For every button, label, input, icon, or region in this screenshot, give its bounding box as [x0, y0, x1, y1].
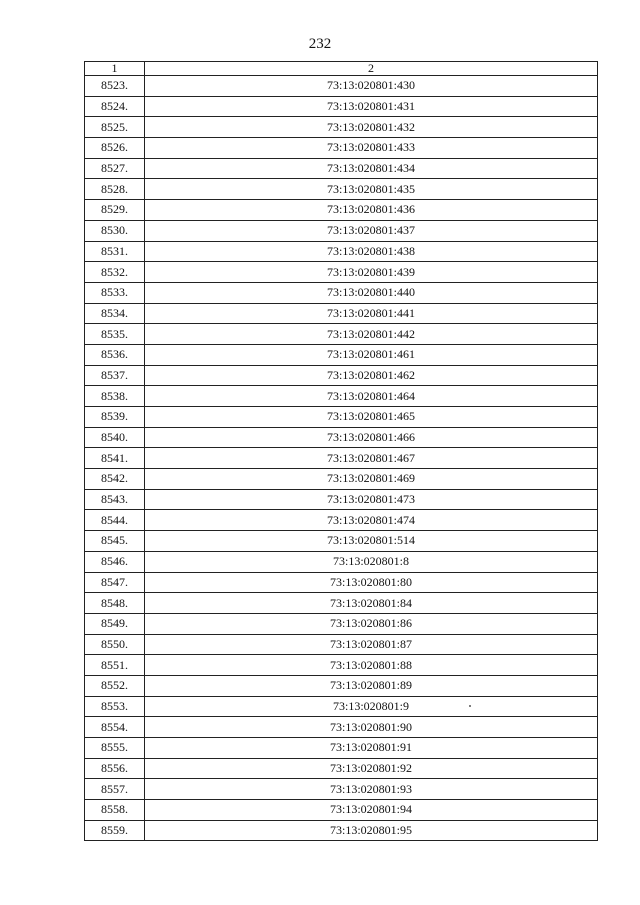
cadastral-number-cell: 73:13:020801:465	[145, 407, 598, 428]
column-header-cadastral-number: 2	[145, 62, 598, 76]
row-number-cell: 8547.	[85, 572, 145, 593]
cadastral-number-cell: 73:13:020801:430	[145, 76, 598, 97]
row-number-cell: 8552.	[85, 675, 145, 696]
table-row	[85, 572, 598, 593]
cadastral-number-cell: 73:13:020801:94	[145, 800, 598, 821]
row-number-cell: 8526.	[85, 138, 145, 159]
row-number-cell: 8523.	[85, 76, 145, 97]
cadastral-number-cell: 73:13:020801:80	[145, 572, 598, 593]
row-number-cell: 8524.	[85, 96, 145, 117]
cadastral-number-cell: 73:13:020801:441	[145, 303, 598, 324]
row-number-cell: 8550.	[85, 634, 145, 655]
registry-table	[84, 61, 598, 841]
table-row	[85, 303, 598, 324]
cadastral-number-cell: 73:13:020801:92	[145, 758, 598, 779]
row-number-cell: 8556.	[85, 758, 145, 779]
table-row	[85, 551, 598, 572]
table-row	[85, 96, 598, 117]
cadastral-number-cell: 73:13:020801:433	[145, 138, 598, 159]
table-row	[85, 820, 598, 841]
table-row	[85, 138, 598, 159]
table-row	[85, 427, 598, 448]
row-number-cell: 8539.	[85, 407, 145, 428]
table-row	[85, 489, 598, 510]
row-number-cell: 8543.	[85, 489, 145, 510]
row-number-cell: 8536.	[85, 344, 145, 365]
row-number-cell: 8528.	[85, 179, 145, 200]
table-row	[85, 613, 598, 634]
table-row	[85, 220, 598, 241]
table-row	[85, 386, 598, 407]
page-number: 232	[308, 36, 332, 52]
row-number-cell: 8553.	[85, 696, 145, 717]
cadastral-number-cell: 73:13:020801:469	[145, 469, 598, 490]
header-row	[85, 62, 598, 76]
cadastral-number-cell: 73:13:020801:9	[145, 696, 598, 717]
cadastral-number-cell: 73:13:020801:464	[145, 386, 598, 407]
row-number-cell: 8549.	[85, 613, 145, 634]
table-row	[85, 634, 598, 655]
table-row	[85, 469, 598, 490]
table-row	[85, 76, 598, 97]
table-row	[85, 738, 598, 759]
cadastral-number-cell: 73:13:020801:8	[145, 551, 598, 572]
row-number-cell: 8555.	[85, 738, 145, 759]
cadastral-number-cell: 73:13:020801:434	[145, 158, 598, 179]
cadastral-number-cell: 73:13:020801:439	[145, 262, 598, 283]
table-row	[85, 531, 598, 552]
table-row	[85, 179, 598, 200]
cadastral-number-cell: 73:13:020801:462	[145, 365, 598, 386]
cadastral-number-cell: 73:13:020801:86	[145, 613, 598, 634]
table-row	[85, 365, 598, 386]
row-number-cell: 8534.	[85, 303, 145, 324]
cadastral-number-cell: 73:13:020801:438	[145, 241, 598, 262]
cadastral-number-cell: 73:13:020801:431	[145, 96, 598, 117]
row-number-cell: 8546.	[85, 551, 145, 572]
row-number-cell: 8535.	[85, 324, 145, 345]
table-row	[85, 158, 598, 179]
row-number-cell: 8527.	[85, 158, 145, 179]
table-row	[85, 800, 598, 821]
cadastral-number-cell: 73:13:020801:87	[145, 634, 598, 655]
row-number-cell: 8533.	[85, 282, 145, 303]
table-row	[85, 717, 598, 738]
row-number-cell: 8525.	[85, 117, 145, 138]
row-number-cell: 8545.	[85, 531, 145, 552]
row-number-cell: 8558.	[85, 800, 145, 821]
row-number-cell: 8542.	[85, 469, 145, 490]
row-number-cell: 8538.	[85, 386, 145, 407]
row-number-cell: 8532.	[85, 262, 145, 283]
table-row	[85, 593, 598, 614]
row-number-cell: 8559.	[85, 820, 145, 841]
cadastral-number-cell: 73:13:020801:89	[145, 675, 598, 696]
cadastral-number-cell: 73:13:020801:88	[145, 655, 598, 676]
row-number-cell: 8531.	[85, 241, 145, 262]
cadastral-number-cell: 73:13:020801:95	[145, 820, 598, 841]
cadastral-number-cell: 73:13:020801:442	[145, 324, 598, 345]
table-row	[85, 510, 598, 531]
table-row	[85, 448, 598, 469]
table-row	[85, 696, 598, 717]
table-row	[85, 779, 598, 800]
row-number-cell: 8557.	[85, 779, 145, 800]
cadastral-number-cell: 73:13:020801:93	[145, 779, 598, 800]
table-row	[85, 117, 598, 138]
row-number-cell: 8540.	[85, 427, 145, 448]
table-row	[85, 324, 598, 345]
table-row	[85, 200, 598, 221]
table-row	[85, 262, 598, 283]
cadastral-number-cell: 73:13:020801:514	[145, 531, 598, 552]
table-row	[85, 407, 598, 428]
row-number-cell: 8537.	[85, 365, 145, 386]
cadastral-number-cell: 73:13:020801:440	[145, 282, 598, 303]
table-header	[85, 62, 598, 76]
row-number-cell: 8530.	[85, 220, 145, 241]
cadastral-number-cell: 73:13:020801:90	[145, 717, 598, 738]
row-number-cell: 8541.	[85, 448, 145, 469]
table-row	[85, 655, 598, 676]
cadastral-number-cell: 73:13:020801:437	[145, 220, 598, 241]
cadastral-number-cell: 73:13:020801:432	[145, 117, 598, 138]
table-row	[85, 758, 598, 779]
cadastral-number-cell: 73:13:020801:84	[145, 593, 598, 614]
table-row	[85, 675, 598, 696]
cadastral-number-cell: 73:13:020801:91	[145, 738, 598, 759]
row-number-cell: 8551.	[85, 655, 145, 676]
cadastral-number-cell: 73:13:020801:474	[145, 510, 598, 531]
table-body	[85, 76, 598, 841]
cadastral-number-cell: 73:13:020801:467	[145, 448, 598, 469]
cadastral-number-cell: 73:13:020801:435	[145, 179, 598, 200]
table-row	[85, 241, 598, 262]
row-number-cell: 8544.	[85, 510, 145, 531]
table-row	[85, 344, 598, 365]
row-number-cell: 8554.	[85, 717, 145, 738]
scan-speck	[469, 705, 471, 707]
row-number-cell: 8529.	[85, 200, 145, 221]
row-number-cell: 8548.	[85, 593, 145, 614]
cadastral-number-cell: 73:13:020801:473	[145, 489, 598, 510]
column-header-number: 1	[85, 62, 145, 76]
table-row	[85, 282, 598, 303]
cadastral-number-cell: 73:13:020801:436	[145, 200, 598, 221]
cadastral-number-cell: 73:13:020801:461	[145, 344, 598, 365]
cadastral-number-cell: 73:13:020801:466	[145, 427, 598, 448]
